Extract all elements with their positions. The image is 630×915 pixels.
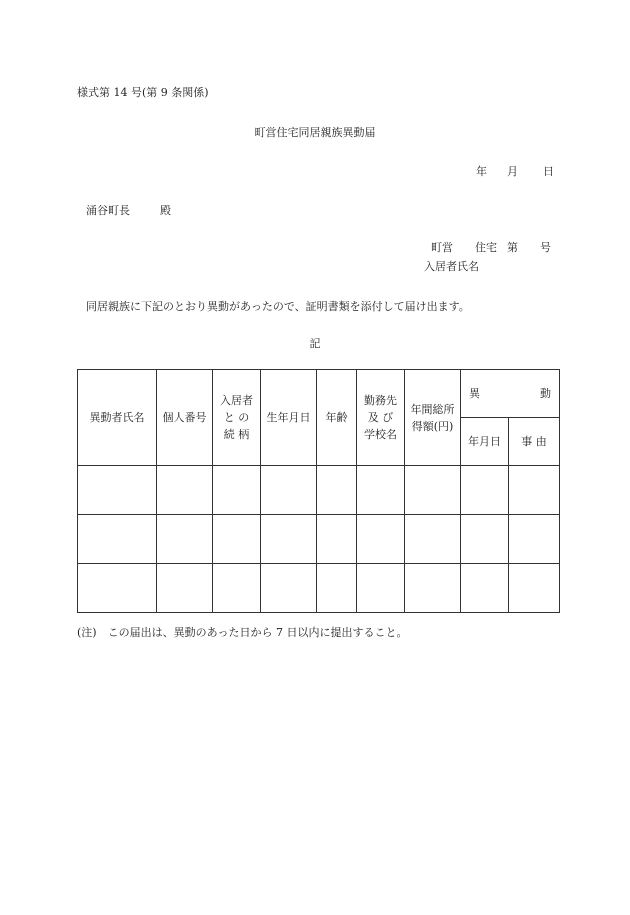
date-year: 年 xyxy=(476,165,487,178)
table-row xyxy=(78,515,560,564)
table-cell[interactable] xyxy=(213,564,261,613)
table-cell[interactable] xyxy=(157,466,213,515)
header-income-line1: 年間総所 xyxy=(410,402,455,416)
housing-dai: 第 xyxy=(507,241,518,254)
table-cell[interactable] xyxy=(261,515,317,564)
housing-line xyxy=(431,239,551,255)
table-cell[interactable] xyxy=(317,466,357,515)
addressee-name: 涌谷町長 xyxy=(86,204,130,217)
table-cell[interactable] xyxy=(78,564,157,613)
table-cell[interactable] xyxy=(157,515,213,564)
table-cell[interactable] xyxy=(509,564,560,613)
table-cell[interactable] xyxy=(78,466,157,515)
header-income-line2: 得額(円) xyxy=(411,419,454,433)
table-cell[interactable] xyxy=(213,466,261,515)
header-work-line2: 及 び xyxy=(367,411,394,424)
header-relation-line1: 入居者 xyxy=(220,394,253,407)
table-cell[interactable] xyxy=(261,564,317,613)
housing-type: 住宅 xyxy=(475,241,497,254)
table-row xyxy=(78,466,560,515)
table-row xyxy=(78,564,560,613)
header-age: 年齢 xyxy=(317,370,357,466)
date-day: 日 xyxy=(543,165,554,178)
header-birth-date: 生年月日 xyxy=(261,370,317,466)
housing-go: 号 xyxy=(540,241,551,254)
table-cell[interactable] xyxy=(157,564,213,613)
notes: (注) この届出は、異動のあった日から 7 日以内に提出すること。 xyxy=(77,626,408,639)
table-cell[interactable] xyxy=(509,515,560,564)
table-cell[interactable] xyxy=(357,466,405,515)
form-number: 様式第 14 号(第 9 条関係) xyxy=(77,86,209,99)
table-cell[interactable] xyxy=(261,466,317,515)
table-cell[interactable] xyxy=(78,515,157,564)
date-line xyxy=(476,163,554,179)
table-cell[interactable] xyxy=(405,466,461,515)
ki-mark: 記 xyxy=(309,337,321,350)
table-cell[interactable] xyxy=(461,564,509,613)
header-work xyxy=(357,370,405,466)
header-relation-line3: 続 柄 xyxy=(223,428,250,441)
header-change-left: 異 xyxy=(469,387,480,400)
table-cell[interactable] xyxy=(357,515,405,564)
header-name: 異動者氏名 xyxy=(78,370,157,466)
table-cell[interactable] xyxy=(317,515,357,564)
housing-town: 町営 xyxy=(431,241,453,254)
table-cell[interactable] xyxy=(405,564,461,613)
addressee-honorific: 殿 xyxy=(160,204,171,217)
date-month: 月 xyxy=(507,165,518,178)
header-personal-number: 個人番号 xyxy=(157,370,213,466)
table-cell[interactable] xyxy=(509,466,560,515)
header-change-date: 年月日 xyxy=(461,418,509,466)
change-table xyxy=(77,369,560,613)
header-income xyxy=(405,370,461,466)
header-reason: 事 由 xyxy=(509,418,560,466)
header-change-right: 動 xyxy=(540,387,551,400)
table-cell[interactable] xyxy=(461,515,509,564)
table-cell[interactable] xyxy=(213,515,261,564)
header-work-line1: 勤務先 xyxy=(364,394,397,407)
header-work-line3: 学校名 xyxy=(364,428,397,441)
table-cell[interactable] xyxy=(461,466,509,515)
resident-name-label: 入居者氏名 xyxy=(424,260,479,273)
header-relation xyxy=(213,370,261,466)
table-cell[interactable] xyxy=(317,564,357,613)
table-cell[interactable] xyxy=(357,564,405,613)
header-change xyxy=(461,370,560,418)
table-cell[interactable] xyxy=(405,515,461,564)
header-relation-line2: と の xyxy=(223,411,250,424)
document-title: 町営住宅同居親族異動届 xyxy=(254,126,376,139)
statement: 同居親族に下記のとおり異動があったので、証明書類を添付して届け出ます。 xyxy=(86,300,470,313)
